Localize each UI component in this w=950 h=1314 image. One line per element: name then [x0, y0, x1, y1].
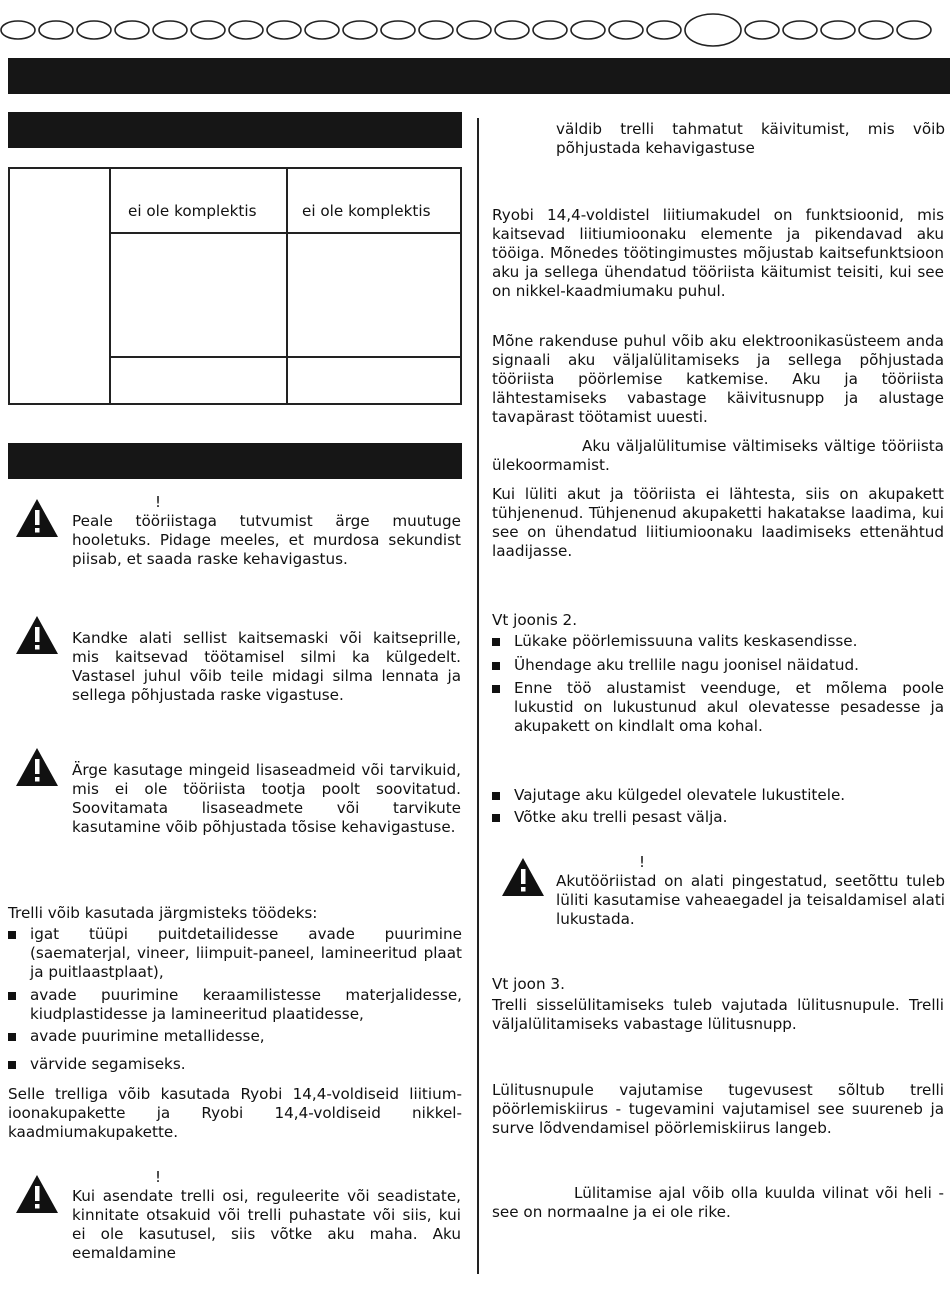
header-oval: [821, 21, 855, 39]
list-item: Ühendage aku trellile nagu joonisel näidatud.: [492, 656, 944, 675]
warning-1-text: Peale tööriistaga tutvumist ärge muutuge hooletuks. Pidage meeles, et murdosa sekundist piisab, et saada raske kehavigastus.: [72, 512, 461, 568]
warning-5-text: Akutööriistad on alati pingestatud, seetõttu tuleb lüliti kasutamise vaheaegadel ja teisaldamisel alati lukustada.: [556, 872, 945, 928]
note-paragraph: Lülitamise ajal võib olla kuulda vilinat või heli - see on normaalne ja ei ole rike.: [492, 1184, 944, 1221]
switch-paragraph: Trelli sisselülitamiseks tuleb vajutada lülitusnupule. Trelli väljalülitamiseks vabastage lülitusnupp.: [492, 996, 944, 1033]
warning-5-mark: !: [639, 853, 646, 871]
battery-compat-note: Selle trelliga võib kasutada Ryobi 14,4-voldiseid liitium-ioonakupakette ja Ryobi 14,4-voldiseid nikkel-kaadmiumakupakette.: [8, 1085, 462, 1141]
warning-2-text: Kandke alati sellist kaitsemaski või kaitseprille, mis kaitsevad töötamisel silmi ka külgedelt. Vastasel juhul võib teile midagi silma lennata ja sellega põhjustada raske vigastuse.: [72, 629, 461, 704]
header-oval: [609, 21, 643, 39]
contents-table: [8, 167, 462, 405]
warning-1-mark: !: [155, 493, 162, 511]
lithium-paragraph-4: Kui lüliti akut ja tööriista ei lähtesta, siis on akupakett tühjenenud. Tühjenenud akupaketti hakatakse laadima, kui see on ühendatud liitiumioonaku laadimiseks ettenähtud laadijasse.: [492, 485, 944, 560]
list-item: igat tüüpi puitdetailidesse avade puurimine (saematerjal, vineer, liimpuit-paneel, lamineeritud plaat ja puitlaastplaat),: [8, 925, 462, 982]
warning-4-continuation: väldib trelli tahmatut käivitumist, mis võib põhjustada kehavigastuse: [556, 120, 945, 157]
header-oval: [1, 21, 35, 39]
page-number-oval: [685, 14, 741, 46]
header-oval: [457, 21, 491, 39]
uses-intro: Trelli võib kasutada järgmisteks töödeks:: [8, 904, 318, 922]
header-oval: [77, 21, 111, 39]
table-header-col3: ei ole komplektis: [302, 202, 431, 220]
figure-ref-3: Vt joon 3.: [492, 975, 565, 993]
warning-4-text: Kui asendate trelli osi, reguleerite või seadistate, kinnitate otsakuid või trelli puhastate või siis, kui ei ole kasutusel, siis võtke aku maha. Aku eemaldamine: [72, 1187, 461, 1262]
header-oval: [39, 21, 73, 39]
page-header-ovals: [0, 8, 950, 48]
lithium-paragraph-1: Ryobi 14,4-voldistel liitiumakudel on funktsioonid, mis kaitsevad liitiumioonaku elemente ja pikendavad aku tööiga. Mõnedes töötingimustes mõjustab kaitsefunktsioon aku ja sellega ühendatud tööriista käitumist teisiti, kui see on nikkel-kaadmiumaku puhul.: [492, 206, 944, 300]
column-divider: [477, 118, 479, 1274]
list-item: Võtke aku trelli pesast välja.: [492, 808, 944, 827]
warning-icon: [14, 1173, 60, 1215]
header-oval: [495, 21, 529, 39]
header-oval: [419, 21, 453, 39]
header-oval: [897, 21, 931, 39]
list-item: värvide segamiseks.: [8, 1055, 462, 1074]
list-item: Lükake pöörlemissuuna valits keskasendisse.: [492, 632, 944, 651]
header-oval: [153, 21, 187, 39]
section-bar-safety: [8, 443, 462, 479]
header-oval: [229, 21, 263, 39]
warning-icon: [14, 497, 60, 539]
header-oval: [305, 21, 339, 39]
speed-paragraph: Lülitusnupule vajutamise tugevusest sõltub trelli pöörlemiskiirus - tugevamini vajutamisel see suureneb ja surve lõdvendamisel pöörlemiskiirus langeb.: [492, 1081, 944, 1137]
warning-icon: [500, 856, 546, 898]
header-oval: [647, 21, 681, 39]
warning-3-text: Ärge kasutage mingeid lisaseadmeid või tarvikuid, mis ei ole tööriista tootja poolt soovitatud. Soovitamata lisaseadmete või tarvikute kasutamine võib põhjustada tõsise kehavigastuse.: [72, 761, 461, 836]
header-oval: [115, 21, 149, 39]
header-oval: [191, 21, 225, 39]
header-oval: [745, 21, 779, 39]
lithium-paragraph-2: Mõne rakenduse puhul võib aku elektroonikasüsteem anda signaali aku väljalülitamiseks ja sellega põhjustada tööriista pöörlemise katkemise. Aku ja tööriista lähtestamiseks vabastage käivitusnupp ja alustage tavapärast töötamist uuesti.: [492, 332, 944, 426]
section-bar-contents: [8, 112, 462, 148]
header-oval: [533, 21, 567, 39]
list-item: Enne töö alustamist veenduge, et mõlema poole lukustid on lukustunud akul olevatesse pesadesse ja akupakett on kindlalt oma kohal.: [492, 679, 944, 736]
header-oval: [783, 21, 817, 39]
list-item: Vajutage aku külgedel olevatele lukustitele.: [492, 786, 944, 805]
header-oval: [343, 21, 377, 39]
header-oval: [381, 21, 415, 39]
warning-icon: [14, 614, 60, 656]
header-oval: [859, 21, 893, 39]
lithium-paragraph-3: Aku väljalülitumise vältimiseks vältige tööriista ülekoormamist.: [492, 437, 944, 474]
warning-icon: [14, 746, 60, 788]
chapter-title-bar: [8, 58, 950, 94]
header-oval: [267, 21, 301, 39]
figure-ref-2: Vt joonis 2.: [492, 611, 578, 629]
table-header-col2: ei ole komplektis: [128, 202, 257, 220]
warning-4-mark: !: [155, 1168, 162, 1186]
header-oval: [571, 21, 605, 39]
list-item: avade puurimine keraamilistesse materjalidesse, kiudplastidesse ja lamineeritud plaatidesse,: [8, 986, 462, 1024]
list-item: avade puurimine metallidesse,: [8, 1027, 462, 1046]
